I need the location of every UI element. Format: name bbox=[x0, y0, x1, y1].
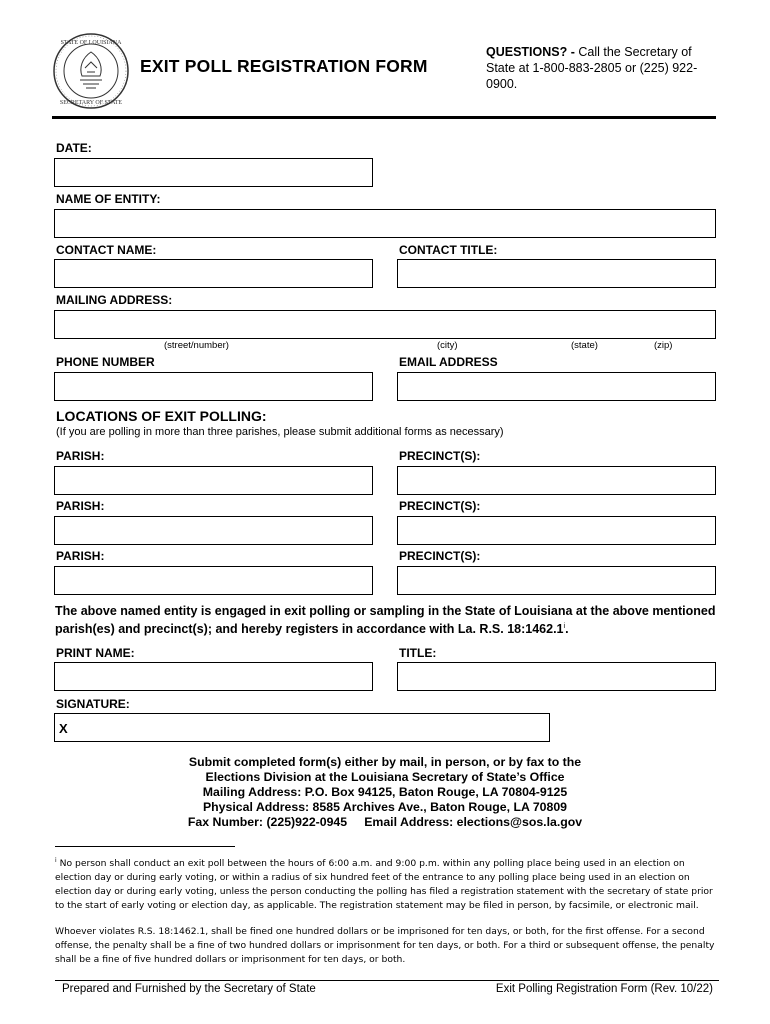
locations-note: (If you are polling in more than three parishes, please submit additional forms as necessary) bbox=[56, 426, 504, 438]
footnote-mark: i bbox=[55, 857, 57, 864]
form-title: EXIT POLL REGISTRATION FORM bbox=[140, 56, 428, 76]
signature-x-mark: X bbox=[59, 721, 68, 736]
registration-statement bbox=[55, 603, 725, 637]
state-seal-logo bbox=[52, 32, 130, 110]
title-field[interactable] bbox=[397, 662, 716, 691]
mailing-address-field[interactable] bbox=[54, 310, 716, 339]
precinct-field-3[interactable] bbox=[397, 566, 716, 595]
email-label: EMAIL ADDRESS bbox=[399, 355, 498, 369]
footer-left: Prepared and Furnished by the Secretary of State bbox=[62, 983, 316, 995]
statement-text: The above named entity is engaged in exit polling or sampling in the State of Louisiana at the above mentioned parish(es) and precinct(s); and hereby registers in accordance with La. R.S. 18:1462.1 bbox=[55, 604, 716, 637]
email-field[interactable] bbox=[397, 372, 716, 401]
svg-text:STATE OF LOUISIANA: STATE OF LOUISIANA bbox=[60, 40, 122, 46]
parish-label-2: PARISH: bbox=[56, 499, 105, 513]
fax-email-line: Fax Number: (225)922-0945 Email Address: elections@sos.la.gov bbox=[187, 815, 583, 829]
precinct-label-1: PRECINCT(S): bbox=[399, 449, 481, 463]
zip-caption: (zip) bbox=[654, 340, 673, 351]
signature-field[interactable] bbox=[54, 713, 550, 742]
contact-name-field[interactable] bbox=[54, 259, 373, 288]
mailing-address-line: Mailing Address: P.O. Box 94125, Baton Rouge, LA 70804-9125 bbox=[202, 785, 568, 799]
physical-address-line: Physical Address: 8585 Archives Ave., Baton Rouge, LA 70809 bbox=[202, 800, 568, 814]
street-caption: (street/number) bbox=[164, 340, 229, 351]
print-name-field[interactable] bbox=[54, 662, 373, 691]
statement-footnote-mark: i bbox=[563, 623, 566, 630]
footnote-1 bbox=[55, 854, 719, 913]
statement-end: . bbox=[565, 622, 569, 637]
footer-divider bbox=[55, 980, 719, 981]
city-caption: (city) bbox=[437, 340, 458, 351]
signature-label: SIGNATURE: bbox=[56, 697, 130, 711]
parish-label-3: PARISH: bbox=[56, 549, 105, 563]
parish-field-3[interactable] bbox=[54, 566, 373, 595]
footnote-divider bbox=[55, 846, 235, 847]
date-field[interactable] bbox=[54, 158, 373, 187]
contact-title-label: CONTACT TITLE: bbox=[399, 243, 498, 257]
precinct-field-1[interactable] bbox=[397, 466, 716, 495]
mailing-address-label: MAILING ADDRESS: bbox=[56, 293, 173, 307]
contact-name-label: CONTACT NAME: bbox=[56, 243, 157, 257]
submit-line-2: Elections Division at the Louisiana Secretary of State’s Office bbox=[205, 770, 565, 784]
questions-label: QUESTIONS? - bbox=[486, 45, 575, 59]
phone-label: PHONE NUMBER bbox=[56, 355, 155, 369]
entity-field[interactable] bbox=[54, 209, 716, 238]
footer-right: Exit Polling Registration Form (Rev. 10/22) bbox=[495, 983, 713, 995]
state-caption: (state) bbox=[571, 340, 598, 351]
phone-field[interactable] bbox=[54, 372, 373, 401]
print-name-label: PRINT NAME: bbox=[56, 646, 135, 660]
parish-label-1: PARISH: bbox=[56, 449, 105, 463]
parish-field-2[interactable] bbox=[54, 516, 373, 545]
questions-text: Call the Secretary of State at 1-800-883-2805 or (225) 922-0900. bbox=[486, 45, 698, 91]
locations-heading: LOCATIONS OF EXIT POLLING: bbox=[56, 408, 267, 424]
contact-title-field[interactable] bbox=[397, 259, 716, 288]
header-divider bbox=[52, 116, 716, 119]
submit-instructions bbox=[150, 755, 620, 830]
parish-field-1[interactable] bbox=[54, 466, 373, 495]
submit-line-1: Submit completed form(s) either by mail, in person, or by fax to the bbox=[188, 755, 582, 769]
precinct-label-2: PRECINCT(S): bbox=[399, 499, 481, 513]
svg-text:SECRETARY OF STATE: SECRETARY OF STATE bbox=[59, 100, 123, 106]
title-label: TITLE: bbox=[399, 646, 437, 660]
footnote-2: Whoever violates R.S. 18:1462.1, shall be fined one hundred dollars or be imprisoned for ten days, or both, for the first offense. For a second offense, the penalty shall be a fine of two hundred dollars or imprisonment for ten days, or both. For a third or subsequent offense, the penalty shall be a fine of five hundred dollars or imprisonment for ten days, or both. bbox=[55, 926, 715, 965]
precinct-field-2[interactable] bbox=[397, 516, 716, 545]
precinct-label-3: PRECINCT(S): bbox=[399, 549, 481, 563]
questions-contact bbox=[486, 44, 716, 92]
footnote-1-text: No person shall conduct an exit poll between the hours of 6:00 a.m. and 9:00 p.m. within any polling place being used in an election on election day or during early voting, or within a radius of six hundred feet of the entrance to any polling place being used in an election on election day or during early voting, unless the person conducting the polling has filed a registration statement with the secretary of state prior to the start of early voting or election day, as applicable. The registration statement may be filed in person, by facsimile, or electronic mail. bbox=[55, 858, 713, 912]
entity-label: NAME OF ENTITY: bbox=[56, 192, 161, 206]
date-label: DATE: bbox=[56, 141, 92, 155]
